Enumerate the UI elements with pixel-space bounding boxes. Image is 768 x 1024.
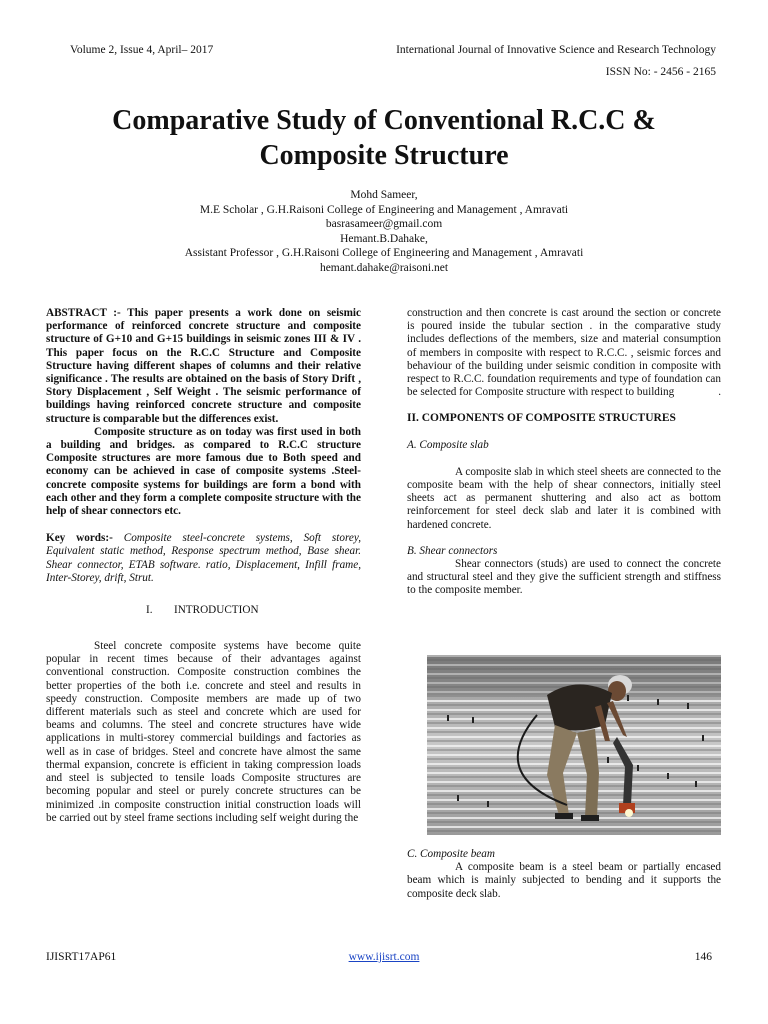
abstract-paragraph-2: Composite structure as on today was first used in both a building and bridges. as compared to R.C.C structure Composite structures are more famous due to Both speed and economy can be achieved in case of composite systems .Steel-concrete composite systems for buildings are form a bond with each other and they form a complete composite structure with the help of shear connectors etc. (46, 425, 361, 518)
author-2-name: Hemant.B.Dahake, (340, 232, 428, 245)
abstract-paragraph: ABSTRACT :- This paper presents a work done on seismic performance of reinforced concrete structure and composite structure of G+10 and G+15 buildings in seismic zones III & IV . This paper focus on the R.C.C Structure and Composite Structure having different shapes of columns and their relative significance . The results are obtained on the basis of Story Drift , Story Displacement , Self Weight . The seismic performance of buildings having reinforced concrete structure and composite structure is comparable but the differences exist. (46, 307, 361, 425)
volume-info: Volume 2, Issue 4, April– 2017 (70, 44, 214, 56)
composite-beam-section (407, 848, 721, 901)
continued-text: construction and then concrete is cast around the section or concrete is poured inside the tubular section . in the comparative study includes deflections of the members, size and material consumption of members in composite with respect to R.C.C. , seismic forces and behaviour of the building under seismic condition in composite with respect to R.C.C. foundation requirements and type of foundation can be selected for Composite structure with respect to building (407, 307, 721, 399)
footer-center (0, 951, 768, 963)
paper-title (40, 103, 728, 173)
right-column (407, 307, 721, 598)
section-heading-introduction (46, 604, 361, 618)
shear-connector-welding-photo (427, 655, 721, 835)
composite-beam-text: A composite beam is a steel beam or partially encased beam which is mainly subjected to bending and it supports the composite deck slab. (407, 861, 721, 900)
shear-connectors-text: Shear connectors (studs) are used to connect the concrete and structural steel and they give the sufficient strength and stiffness to the composite member. (407, 558, 721, 597)
page-number: 146 (694, 951, 712, 963)
composite-slab-text: A composite slab in which steel sheets are connected to the composite beam with the help of shear connectors, initially steel sheets act as permanent shuttering and also act as bottom reinforcement for steel deck slab and later it is combined with hardened concrete. (407, 465, 721, 531)
welding-photo-image (427, 655, 721, 835)
section-heading-components: II. COMPONENTS OF COMPOSITE STRUCTURES (407, 412, 676, 425)
paper-id: IJISRT17AP61 (46, 951, 117, 963)
issn: ISSN No: - 2456 - 2165 (605, 66, 716, 78)
title-line-2: Composite Structure (259, 140, 509, 171)
continued-paragraph (407, 307, 721, 399)
journal-website-link[interactable]: www.ijisrt.com (348, 951, 420, 963)
intro-paragraph: Steel concrete composite systems have become quite popular in recent times because of their advantages against conventional construction. Composite construction combines the better properties of the both i.e. concrete and steel and results in speedy construction. Composite members are made up of two different materials such as steel and concrete which are used for beams and columns. The steel and concrete structures have wide applications in multi-storey commercial buildings and factories as well as in case of bridges. Steel and concrete have almost the same thermal expansion, concrete is efficient in taking compression loads and steel is subjected to tensile loads Composite structures are becoming popular and steel or purely concrete structures can be minimized .in composite construction initial construction loads will be carried out by steel frame sections including self weight during the (46, 640, 361, 824)
section-number: I. (146, 604, 153, 617)
author-1-email: basrasameer@gmail.com (325, 218, 443, 231)
keywords-text: Composite steel-concrete systems, Soft storey, Equivalent static method, Response spectrum method, Base shear. Shear connector, ETAB software. ratio, Displacement, Infill frame, Inter-Storey, drift, Strut. (46, 532, 361, 584)
title-line-1: Comparative Study of Conventional R.C.C & (112, 105, 656, 136)
author-2-affiliation: Assistant Professor , G.H.Raisoni College of Engineering and Management , Amravati (184, 247, 584, 260)
journal-name: International Journal of Innovative Science and Research Technology (396, 44, 716, 56)
continued-end: . (718, 386, 721, 399)
author-1-name: Mohd Sameer, (350, 189, 418, 201)
left-column (46, 307, 361, 825)
author-2-email: hemant.dahake@raisoni.net (319, 261, 449, 274)
author-1-affiliation: M.E Scholar , G.H.Raisoni College of Engineering and Management , Amravati (199, 203, 569, 216)
section-title: INTRODUCTION (174, 604, 259, 617)
subsection-composite-beam: C. Composite beam (407, 848, 495, 860)
keywords (46, 532, 361, 585)
author-block (100, 188, 668, 276)
subsection-composite-slab: A. Composite slab (407, 438, 489, 451)
keywords-label: Key words:- (46, 532, 113, 545)
subsection-shear-connectors: B. Shear connectors (407, 544, 498, 557)
